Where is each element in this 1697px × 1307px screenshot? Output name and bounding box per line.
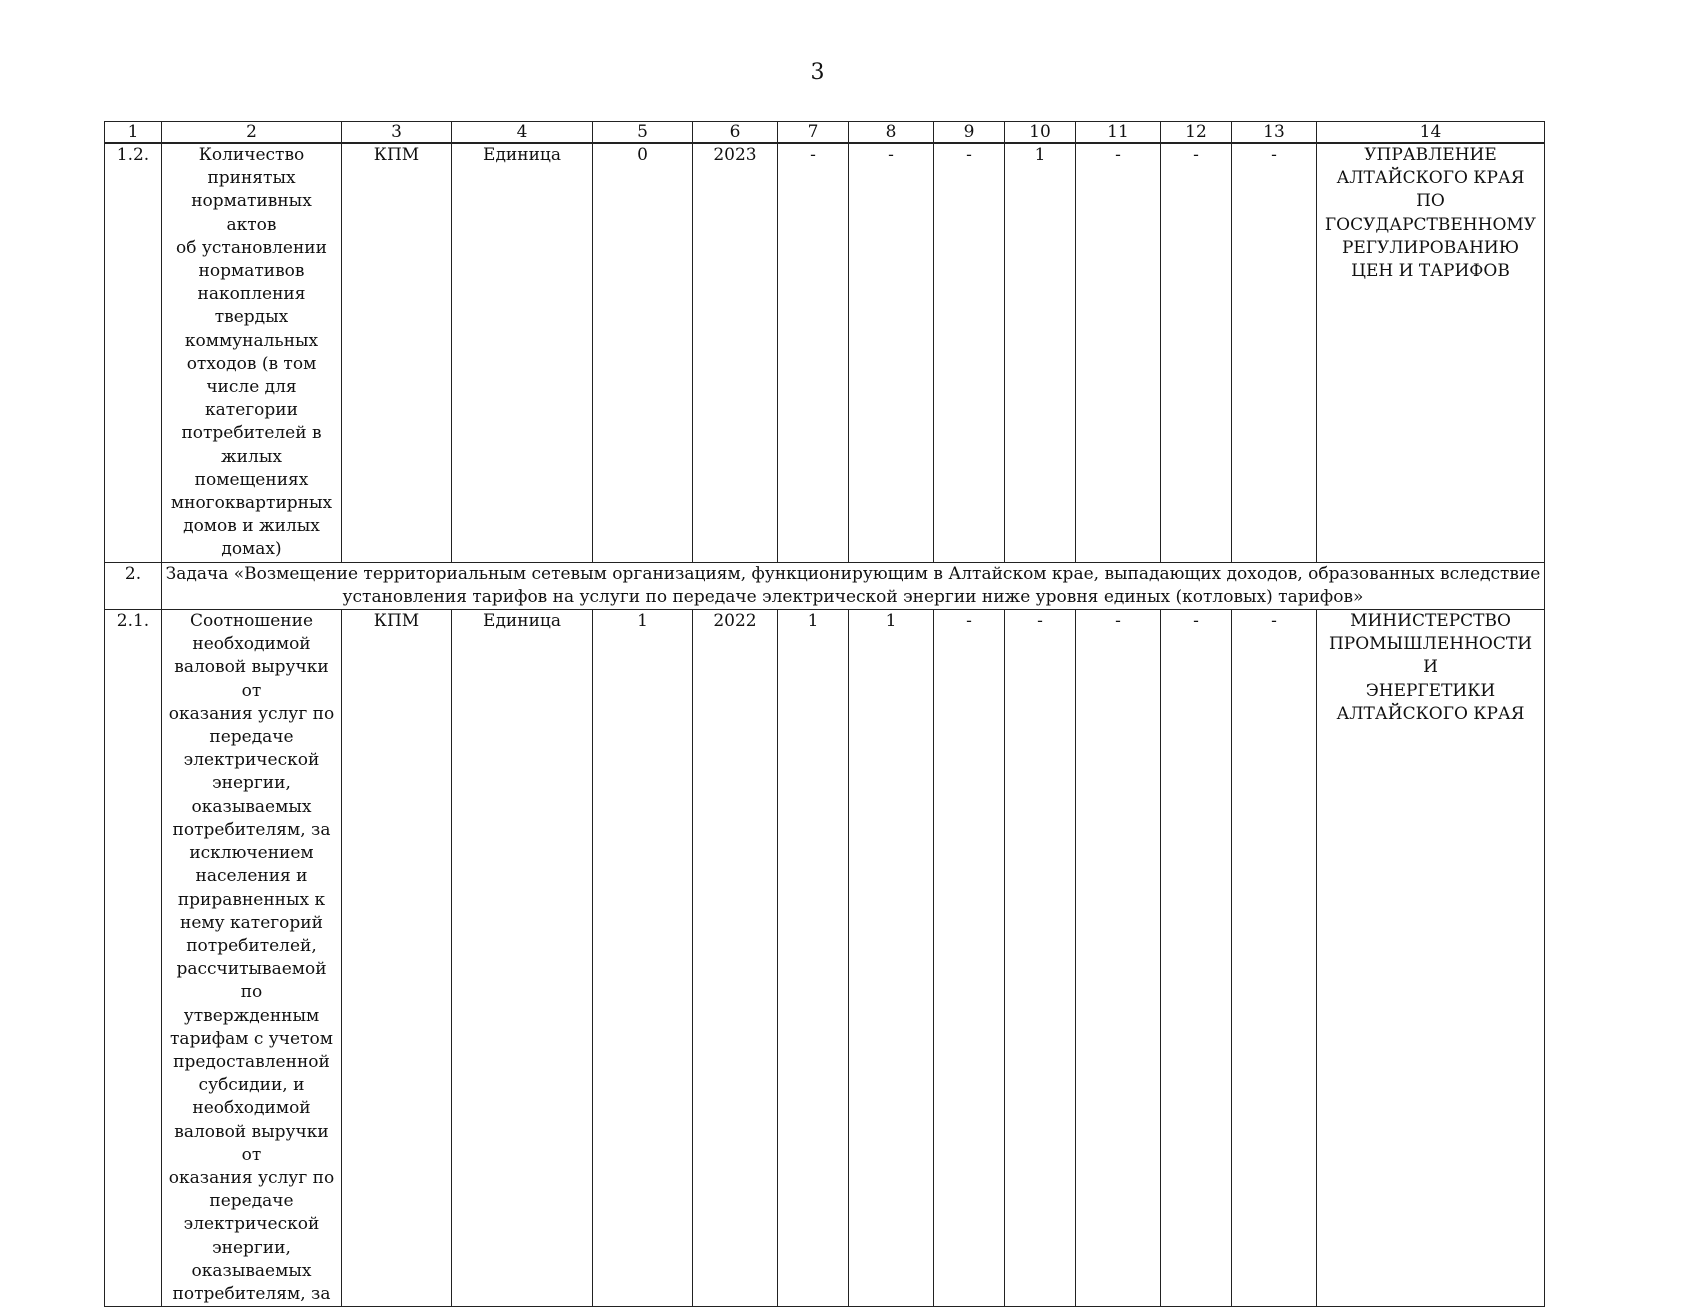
value-col-12: - [1161, 143, 1232, 562]
task-description: Задача «Возмещение территориальным сетевым организациям, функционирующим в Алтайском крае, выпадающих доходов, образованных вследствие установления тарифов на услуги по передаче электрической энергии ниже уровня единых (котловых) тарифов» [162, 562, 1545, 609]
header-cell: 13 [1232, 122, 1317, 144]
base-year: 2023 [693, 143, 778, 562]
page-number: 3 [810, 60, 825, 85]
indicator-name: Количество принятых нормативных актов об установлении нормативов накопления твердых коммунальных отходов (в том числе для категории потребителей в жилых помещениях многоквартирных домов и жилых домах) [162, 143, 342, 562]
value-col-8: - [849, 143, 934, 562]
responsible-body: МИНИСТЕРСТВО ПРОМЫШЛЕННОСТИ И ЭНЕРГЕТИКИ АЛТАЙСКОГО КРАЯ [1317, 610, 1545, 1307]
table-row-2 [105, 562, 1545, 609]
value-col-9: - [934, 610, 1005, 1307]
value-col-10: - [1005, 610, 1076, 1307]
header-cell: 9 [934, 122, 1005, 144]
header-cell: 14 [1317, 122, 1545, 144]
indicator-level: КПМ [342, 610, 452, 1307]
value-col-9: - [934, 143, 1005, 562]
row-number: 2.1. [105, 610, 162, 1307]
header-cell: 5 [593, 122, 693, 144]
base-year: 2022 [693, 610, 778, 1307]
value-col-10: 1 [1005, 143, 1076, 562]
unit-of-measure: Единица [452, 610, 593, 1307]
header-cell: 3 [342, 122, 452, 144]
responsible-body: УПРАВЛЕНИЕ АЛТАЙСКОГО КРАЯ ПО ГОСУДАРСТВЕННОМУ РЕГУЛИРОВАНИЮ ЦЕН И ТАРИФОВ [1317, 143, 1545, 562]
value-col-7: - [778, 143, 849, 562]
header-cell: 1 [105, 122, 162, 144]
table-row-1-2 [105, 143, 1545, 562]
header-cell: 8 [849, 122, 934, 144]
value-col-7: 1 [778, 610, 849, 1307]
table-row-2-1 [105, 610, 1545, 1307]
value-col-12: - [1161, 610, 1232, 1307]
header-cell: 6 [693, 122, 778, 144]
indicator-level: КПМ [342, 143, 452, 562]
header-cell: 11 [1076, 122, 1161, 144]
header-cell: 12 [1161, 122, 1232, 144]
header-cell: 7 [778, 122, 849, 144]
base-value: 1 [593, 610, 693, 1307]
header-cell: 10 [1005, 122, 1076, 144]
header-cell: 2 [162, 122, 342, 144]
value-col-8: 1 [849, 610, 934, 1307]
value-col-11: - [1076, 610, 1161, 1307]
row-number: 2. [105, 562, 162, 609]
base-value: 0 [593, 143, 693, 562]
header-cell: 4 [452, 122, 593, 144]
header-row [105, 122, 1545, 144]
value-col-11: - [1076, 143, 1161, 562]
indicators-table [104, 121, 1545, 1307]
indicator-name: Соотношение необходимой валовой выручки от оказания услуг по передаче электрической энергии, оказываемых потребителям, за исключением населения и приравненных к нему категорий потребителей, рассчитываемой по утвержденным тарифам с учетом предоставленной субсидии, и необходимой валовой выручки от оказания услуг по передаче электрической энергии, оказываемых потребителям, за [162, 610, 342, 1307]
value-col-13: - [1232, 143, 1317, 562]
unit-of-measure: Единица [452, 143, 593, 562]
row-number: 1.2. [105, 143, 162, 562]
value-col-13: - [1232, 610, 1317, 1307]
